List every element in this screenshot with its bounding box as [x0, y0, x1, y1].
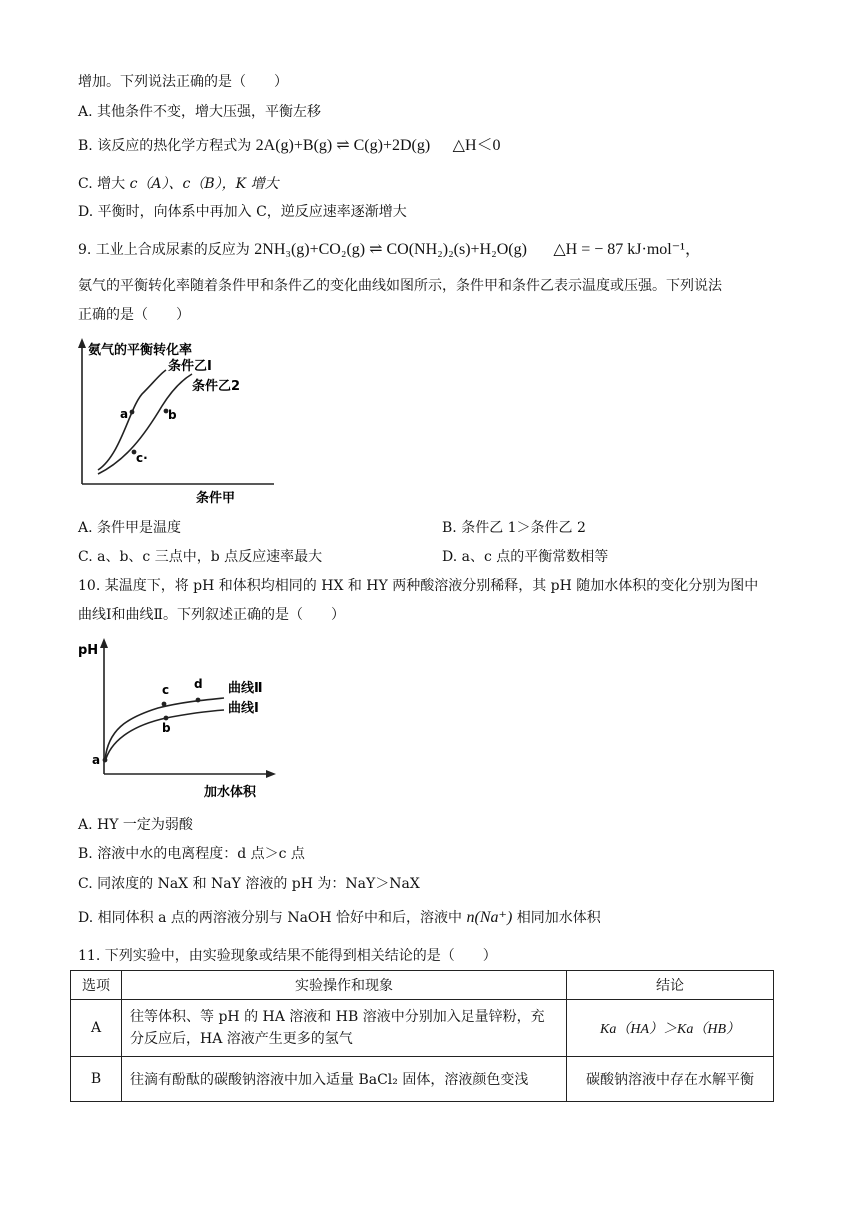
- q8-option-c-text: c（A）、c（B），K 增大: [129, 176, 279, 192]
- q11-table: [70, 970, 774, 1102]
- q9-option-d[interactable]: D. a、c 点的平衡常数相等: [442, 549, 609, 565]
- q8-option-b-prefix: B. 该反应的热化学方程式为: [78, 138, 252, 154]
- q9-stem-line2: 氨气的平衡转化率随着条件甲和条件乙的变化曲线如图所示，条件甲和条件乙表示温度或压强。下列说法: [78, 278, 722, 294]
- q9-y-arrow: [78, 338, 86, 348]
- q9-point-b-label: b: [168, 408, 177, 422]
- q10-point-a-label: a: [92, 753, 101, 767]
- header-operation: 实验操作和现象: [122, 971, 567, 1000]
- q10-stem-line1: 10. 某温度下，将 pH 和体积均相同的 HX 和 HY 两种酸溶液分别稀释，其 pH 随加水体积的变化分别为图中: [78, 578, 759, 594]
- q10-point-b-label: b: [162, 721, 171, 735]
- q10-option-d-prefix: D. 相同体积 a 点的两溶液分别与 NaOH 恰好中和后，溶液中: [78, 910, 463, 926]
- row-a-operation-line1: 往等体积、等 pH 的 HA 溶液和 HB 溶液中分别加入足量锌粉，充: [130, 1009, 545, 1025]
- q9-curve-2-label: 条件乙2: [192, 379, 241, 394]
- q11-stem: 11. 下列实验中，由实验现象或结果不能得到相关结论的是（ ）: [78, 948, 497, 964]
- q9-x-label: 条件甲: [196, 491, 236, 506]
- q10-stem-line2: 曲线Ⅰ和曲线Ⅱ。下列叙述正确的是（ ）: [78, 607, 346, 623]
- q10-x-label: 加水体积: [204, 785, 257, 800]
- q10-point-d-label: d: [194, 677, 203, 691]
- q10-point-b: [164, 716, 169, 721]
- row-b-conclusion: 碳酸钠溶液中存在水解平衡: [567, 1057, 774, 1102]
- q8-option-c-prefix: C. 增大: [78, 176, 126, 192]
- q8-option-c[interactable]: [78, 174, 279, 194]
- q9-stem-line3: 正确的是（ ）: [78, 307, 190, 323]
- q9-point-a-label: a: [120, 407, 129, 421]
- q10-option-c[interactable]: C. 同浓度的 NaX 和 NaY 溶液的 pH 为：NaY＞NaX: [78, 876, 420, 892]
- table-row: [71, 1000, 774, 1057]
- header-conclusion: 结论: [567, 971, 774, 1000]
- q10-y-arrow: [100, 638, 108, 648]
- q10-option-d-math: n(Na⁺): [466, 909, 513, 926]
- table-row: [71, 1057, 774, 1102]
- q10-x-arrow: [266, 770, 276, 778]
- q9-curve-1: [98, 370, 166, 470]
- q10-point-c: [162, 702, 167, 707]
- q10-option-d[interactable]: [78, 908, 601, 928]
- row-a-option: A: [71, 1000, 122, 1057]
- q8-equation: 2A(g)+B(g) ⇌ C(g)+2D(g): [255, 137, 431, 154]
- q9-stem-line1: [78, 240, 701, 260]
- q9-option-c[interactable]: C. a、b、c 三点中，b 点反应速率最大: [78, 549, 323, 565]
- row-a-operation-line2: 分反应后，HA 溶液产生更多的氢气: [130, 1031, 353, 1047]
- q8-option-b[interactable]: [78, 136, 501, 156]
- q9-point-a: [130, 410, 135, 415]
- q10-point-c-label: c: [162, 683, 170, 697]
- q9-point-c-label: c·: [136, 451, 148, 465]
- q9-enthalpy: △H = − 87 kJ·mol⁻¹，: [553, 241, 701, 258]
- q10-point-d: [196, 698, 201, 703]
- q10-curve-1-label: 曲线Ⅰ: [228, 701, 259, 716]
- row-b-operation: 往滴有酚酞的碳酸钠溶液中加入适量 BaCl₂ 固体，溶液颜色变浅: [122, 1057, 567, 1102]
- q9-option-a[interactable]: A. 条件甲是温度: [78, 520, 182, 536]
- q10-option-a[interactable]: A. HY 一定为弱酸: [78, 817, 193, 833]
- q10-option-d-suffix: 相同加水体积: [516, 910, 601, 926]
- q10-point-a: [103, 758, 108, 763]
- q10-y-label: pH: [78, 643, 99, 658]
- row-a-operation: [122, 1000, 567, 1057]
- q10-curve-2-label: 曲线Ⅱ: [228, 681, 263, 696]
- q9-y-label: 氨气的平衡转化率: [88, 343, 193, 358]
- row-a-conclusion: Ka（HA）＞Ka（HB）: [567, 1000, 774, 1057]
- q9-curve-1-label: 条件乙Ⅰ: [168, 359, 212, 374]
- q10-option-b[interactable]: B. 溶液中水的电离程度：d 点＞c 点: [78, 846, 305, 862]
- table-header-row: [71, 971, 774, 1000]
- q9-figure: [74, 334, 284, 510]
- q8-stem-tail: 增加。下列说法正确的是（ ）: [78, 74, 288, 90]
- q8-option-d[interactable]: D. 平衡时，向体系中再加入 C，逆反应速率逐渐增大: [78, 204, 407, 220]
- header-option: 选项: [71, 971, 122, 1000]
- q8-enthalpy: △H＜0: [452, 137, 501, 154]
- q9-equation: 2NH₃(g)+CO₂(g) ⇌ CO(NH₂)₂(s)+H₂O(g): [254, 241, 527, 258]
- q10-figure: [74, 634, 284, 802]
- q8-option-a[interactable]: A. 其他条件不变，增大压强，平衡左移: [78, 104, 322, 120]
- q9-option-b[interactable]: B. 条件乙 1＞条件乙 2: [442, 520, 586, 536]
- row-b-option: B: [71, 1057, 122, 1102]
- q9-stem-prefix: 9. 工业上合成尿素的反应为: [78, 242, 250, 258]
